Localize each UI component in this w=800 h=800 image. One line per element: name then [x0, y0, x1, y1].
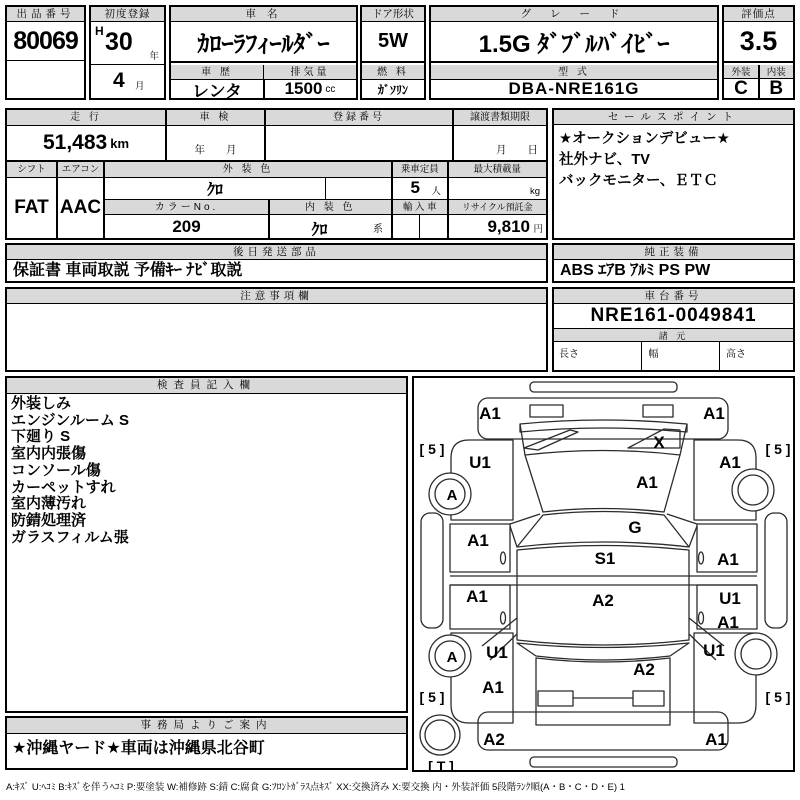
- recycle-deposit-unit: 円: [533, 224, 543, 235]
- door-handle: [501, 552, 506, 564]
- notes-value: [7, 304, 546, 312]
- damage-label-X: X: [653, 433, 665, 452]
- damage-label-5: [ 5 ]: [419, 441, 445, 457]
- car-name-value: ｶﾛｰﾗﾌｨｰﾙﾀﾞｰ: [171, 22, 356, 63]
- capacity-label: 乗車定員: [393, 162, 448, 178]
- c-pillar-line: [482, 618, 517, 646]
- inspection-value: 年 月: [194, 144, 237, 156]
- damage-label-A1: A1: [719, 453, 741, 472]
- windshield: [517, 512, 689, 548]
- license-plate-left: [538, 691, 573, 706]
- damage-label-5: [ 5 ]: [419, 689, 445, 705]
- displacement-unit: cc: [325, 83, 336, 95]
- transfer-deadline-value: 月 日: [496, 144, 538, 156]
- front-grille-left: [530, 405, 563, 417]
- exterior-color-extra-cell: [325, 178, 391, 200]
- vehicle-info-table: [5, 108, 548, 240]
- damage-label-A1: A1: [467, 531, 489, 550]
- office-value: ★沖縄ヤード★車両は沖縄県北谷町: [12, 740, 265, 757]
- first-registration-label: 初度登録: [91, 7, 164, 22]
- damage-label-U1: U1: [486, 643, 508, 662]
- sales-point-line: ★オークションデビュー★: [559, 131, 730, 147]
- later-parts-title: 後日発送部品: [7, 245, 546, 260]
- first-reg-month: 4: [113, 69, 125, 92]
- capacity-value: 5: [410, 178, 420, 197]
- inspector-line: ガラスフィルム張: [11, 528, 129, 546]
- first-registration-box: [89, 5, 166, 100]
- auction-number-label: 出品番号: [7, 7, 84, 22]
- color-no-value: 209: [172, 216, 201, 236]
- inspector-line: エンジンルーム S: [11, 411, 130, 429]
- specs-title: 諸 元: [554, 329, 793, 342]
- damage-label-A1: A1: [703, 404, 725, 423]
- max-load-label: 最大積載量: [449, 162, 547, 178]
- front-bumper: [478, 398, 728, 439]
- chassis-box: [552, 287, 795, 372]
- connector-line: [667, 514, 697, 524]
- damage-label-G: G: [628, 518, 642, 537]
- wheel-front-right-rim: [738, 475, 768, 505]
- damage-label-A1: A1: [466, 587, 488, 606]
- damage-label-5: [ 5 ]: [765, 689, 791, 705]
- door-shape-box: [360, 5, 426, 100]
- aircon-value: AAC: [59, 197, 102, 218]
- exterior-label: 外装: [724, 65, 758, 79]
- car-name-box: [169, 5, 358, 100]
- damage-label-A1: A1: [482, 678, 504, 697]
- door-shape-label: ドア形状: [362, 7, 424, 22]
- damage-label-A: A: [446, 649, 458, 666]
- mileage-label: 走 行: [7, 110, 165, 126]
- spec-length-label: 長さ: [554, 342, 642, 370]
- inspector-line: 防錆処理済: [11, 511, 87, 529]
- inspector-line: カーペットすれ: [11, 478, 116, 496]
- interior-color-suffix: 系: [373, 224, 383, 235]
- door-handle: [501, 612, 506, 624]
- grade-box: [429, 5, 719, 100]
- damage-label-A2: A2: [633, 660, 655, 679]
- chassis-title: 車台番号: [554, 289, 793, 304]
- pillar-line: [689, 526, 697, 547]
- sales-point-line: 社外ナビ、TV: [559, 152, 650, 168]
- transfer-deadline-label: 譲渡書類期限: [454, 110, 546, 126]
- front-bumper-strip: [530, 382, 677, 392]
- sales-point-box: [552, 108, 795, 240]
- score-label: 評価点: [724, 7, 793, 22]
- oem-equipment-value: ABS ｴｱB ｱﾙﾐ PS PW: [560, 262, 711, 279]
- max-load-unit: kg: [529, 186, 540, 197]
- color-no-label: カラーNo.: [105, 200, 268, 215]
- door-shape-value: 5W: [362, 22, 424, 63]
- wheel-rear-right-rim: [741, 639, 771, 669]
- damage-code-legend: A:ｷｽﾞ U:ﾍｺﾐ B:ｷｽﾞを伴うﾍｺﾐ P:要塗装 W:補修跡 S:錆 C:腐食 G:ﾌﾛﾝﾄｶﾞﾗｽ点ｷｽﾞ XX:交換済み X:要交換 内・外装評価 5段階ﾗﾝｸ順(A・B・C・D・E) 1: [6, 782, 625, 793]
- recycle-deposit-label: リサイクル預託金: [449, 200, 547, 215]
- damage-label-U1: U1: [703, 641, 725, 660]
- connector-line: [510, 514, 540, 524]
- capacity-unit: 人: [431, 186, 441, 197]
- later-parts-box: [5, 243, 548, 283]
- spec-height-label: 高さ: [726, 349, 746, 360]
- history-value: レンタ: [192, 81, 242, 98]
- inspector-box: [5, 376, 408, 713]
- first-reg-year: 30: [105, 28, 133, 56]
- wiper-left: [524, 430, 578, 450]
- damage-label-A1: A1: [636, 473, 658, 492]
- score-value: 3.5: [724, 22, 793, 63]
- damage-label-5: [ 5 ]: [765, 441, 791, 457]
- front-grille-right: [643, 405, 673, 417]
- damage-label-A2: A2: [483, 730, 505, 749]
- score-box: [722, 5, 795, 100]
- sales-point-line: バックモニター、ＥＴＣ: [559, 173, 718, 189]
- model-code-label: 型 式: [431, 65, 717, 80]
- damage-label-A2: A2: [592, 591, 614, 610]
- registration-number-label: 登録番号: [266, 110, 452, 126]
- inspector-line: 外装しみ: [11, 395, 72, 412]
- damage-label-A1: A1: [479, 404, 501, 423]
- damage-label-A: A: [446, 487, 458, 504]
- license-plate-right: [633, 691, 664, 706]
- damage-label-A1: A1: [717, 613, 739, 632]
- interior-color-value: ｸﾛ: [311, 222, 328, 238]
- fuel-value: ｶﾞｿﾘﾝ: [377, 82, 408, 97]
- oem-equipment-title: 純正装備: [554, 245, 793, 260]
- auction-number-value: 80069: [7, 22, 84, 61]
- notes-box: [5, 287, 548, 372]
- spare-tire-rim: [425, 720, 455, 750]
- exterior-grade: C: [734, 79, 748, 98]
- exterior-color-label: 外 装 色: [105, 162, 391, 178]
- rear-bumper-strip: [530, 757, 677, 767]
- damage-label-A1: A1: [705, 730, 727, 749]
- inspector-title: 検査員記入欄: [7, 378, 406, 394]
- damage-label-A1: A1: [717, 550, 739, 569]
- pillar-line: [510, 526, 517, 547]
- door-handle: [699, 612, 704, 624]
- registration-number-value: [266, 126, 452, 160]
- grade-value: 1.5G ﾀﾞﾌﾞﾙﾊﾞｲﾋﾞｰ: [431, 22, 717, 63]
- damage-label-U1: U1: [719, 589, 741, 608]
- inspector-line: コンソール傷: [11, 461, 101, 479]
- car-damage-diagram: [414, 378, 793, 770]
- grade-label: グ レ ー ド: [431, 7, 717, 22]
- damage-label-T: [ T ]: [428, 758, 454, 770]
- year-unit: 年: [149, 51, 159, 62]
- displacement-value: 1500: [284, 80, 323, 98]
- chassis-value: NRE161-0049841: [554, 304, 793, 329]
- sales-point-title: セールスポイント: [554, 110, 793, 125]
- auction-number-box: [5, 5, 86, 100]
- inspector-line: 室内内張傷: [11, 445, 87, 463]
- recycle-deposit-value: 9,810: [487, 217, 530, 236]
- side-sill-left: [421, 513, 443, 628]
- notes-title: 注意事項欄: [7, 289, 546, 304]
- damage-label-S1: S1: [594, 549, 616, 568]
- exterior-color-value: ｸﾛ: [105, 178, 325, 200]
- interior-label: 内装: [760, 65, 794, 79]
- spec-width-label: 幅: [644, 342, 720, 370]
- side-sill-right: [765, 513, 787, 628]
- era-code: H: [95, 24, 104, 38]
- aircon-label: エアコン: [58, 162, 103, 178]
- import-car-label: 輸 入 車: [393, 200, 448, 215]
- inspection-label: 車 検: [167, 110, 264, 126]
- shift-label: シフト: [7, 162, 56, 178]
- interior-color-label: 内 装 色: [270, 200, 392, 215]
- shift-value: FAT: [14, 197, 49, 218]
- rear-bumper: [478, 712, 728, 750]
- fuel-label: 燃 料: [362, 65, 424, 80]
- mileage-unit: km: [110, 135, 130, 151]
- oem-equipment-box: [552, 243, 795, 283]
- later-parts-value: 保証書 車両取説 予備ｷｰ ﾅﾋﾞ取説: [13, 262, 243, 279]
- model-code-value: DBA-NRE161G: [508, 80, 640, 98]
- damage-label-U1: U1: [469, 453, 491, 472]
- displacement-label: 排気量: [264, 65, 356, 80]
- damage-diagram-box: [412, 376, 795, 772]
- car-name-label: 車 名: [171, 7, 356, 22]
- interior-grade: B: [769, 79, 784, 98]
- mileage-value: 51,483: [42, 131, 108, 154]
- door-handle: [699, 552, 704, 564]
- inspector-line: 下廻り S: [11, 428, 71, 446]
- month-unit: 月: [135, 81, 145, 92]
- office-title: 事務局よりご案内: [7, 718, 406, 734]
- inspector-line: 室内薄汚れ: [11, 495, 87, 513]
- history-label: 車 歴: [171, 65, 263, 80]
- office-box: [5, 716, 408, 770]
